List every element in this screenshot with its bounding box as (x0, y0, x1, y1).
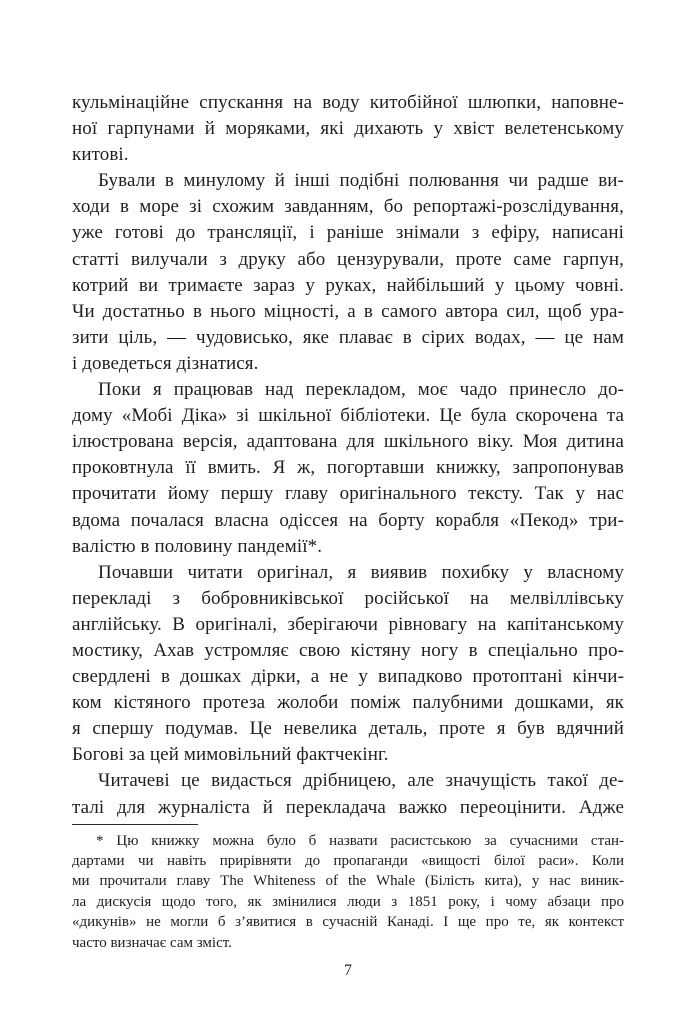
text-line: прочитати йому першу главу оригінального тексту. Так у нас (72, 483, 624, 505)
text-line: дому «Мобі Діка» зі шкільної бібліотеки. Це була скорочена та (72, 405, 624, 427)
text-line: ком кістяного протеза жолоби поміж палубними дошками, як (72, 692, 624, 714)
text-line: Читачеві це видасться дрібницею, але значущість такої де- (98, 770, 624, 792)
text-line: мостику, Ахав устромляє свою кістяну ногу в спеціально про- (72, 639, 624, 661)
paragraph (72, 90, 624, 168)
footnote-line: «дикунів» не могли б з’явитися в сучасній Канаді. І ще про те, як контекст (72, 914, 624, 931)
text-line: перекладі з бобровниківської російської на мелвіллівську (72, 587, 624, 609)
text-line: ної гарпунами й моряками, які дихають у хвіст велетенському (72, 118, 624, 140)
paragraph (72, 168, 624, 377)
text-line: ходи в море зі схожим завданням, бо репортажі-розслідування, (72, 196, 624, 218)
footnote-text (72, 831, 624, 953)
text-line: проковтнула її вмить. Я ж, погортавши книжку, запропонував (72, 457, 624, 479)
text-line: зити ціль, — чудовисько, яке плаває в сірих водах, — це нам (72, 326, 624, 348)
text-line: кульмінаційне спускання на воду китобійної шлюпки, наповне- (72, 92, 624, 113)
text-line: Чи достатньо в нього міцності, а в самого автора сил, щоб ура- (72, 300, 624, 322)
text-line: китові. (72, 144, 129, 166)
text-line: валістю в половину пандемії*. (72, 535, 323, 557)
footnote-line: * Цю книжку можна було б назвати расистською за сучасними стан- (96, 832, 624, 849)
footnote-line: часто визначає сам зміст. (72, 934, 232, 951)
footnote-line: ми прочитали главу The Whiteness of the Whale (Білість кита), у нас виник- (72, 873, 624, 890)
text-line: і доведеться дізнатися. (72, 352, 259, 374)
text-line: Почавши читати оригінал, я виявив похибку у власному (98, 561, 624, 583)
paragraph (72, 768, 624, 820)
text-line: ілюстрована версія, адаптована для шкільного віку. Моя дитина (72, 431, 624, 453)
text-line: Бували в минулому й інші подібні полювання чи радше ви- (98, 170, 624, 192)
text-line: Поки я працював над перекладом, моє чадо принесло до- (98, 379, 624, 401)
body-text (72, 90, 624, 821)
text-line: англійську. В оригіналі, зберігаючи рівновагу на капітанському (72, 613, 624, 635)
text-line: котрий ви тримаєте зараз у руках, найбільший у цьому човні. (72, 274, 624, 296)
footnote-separator (72, 824, 198, 825)
page-content (72, 90, 624, 980)
paragraph (72, 560, 624, 769)
page-number: 7 (344, 962, 352, 980)
footnote-line: ла дискусія щодо того, як змінилися люди з 1851 року, і чому абзаци про (72, 893, 624, 910)
footnote-line: дартами чи навіть прирівняти до пропаганди «вищості білої раси». Коли (72, 853, 624, 870)
text-line: свердлені в дошках дірки, а не у випадково протоптані кінчи- (72, 666, 624, 688)
text-line: статті вилучали з друку або цензурували, проте саме гарпун, (72, 248, 624, 270)
paragraph (72, 377, 624, 560)
text-line: я спершу подумав. Це невелика деталь, проте я був вдячний (72, 718, 624, 740)
text-line: талі для журналіста й перекладача важко переоцінити. Адже (72, 796, 624, 818)
text-line: Богові за цей мимовільний фактчекінг. (72, 744, 389, 766)
text-line: вдома почалася власна одіссея на борту корабля «Пекод» три- (72, 509, 624, 531)
text-line: уже готові до трансляції, і раніше знімали з ефіру, написані (72, 222, 624, 244)
